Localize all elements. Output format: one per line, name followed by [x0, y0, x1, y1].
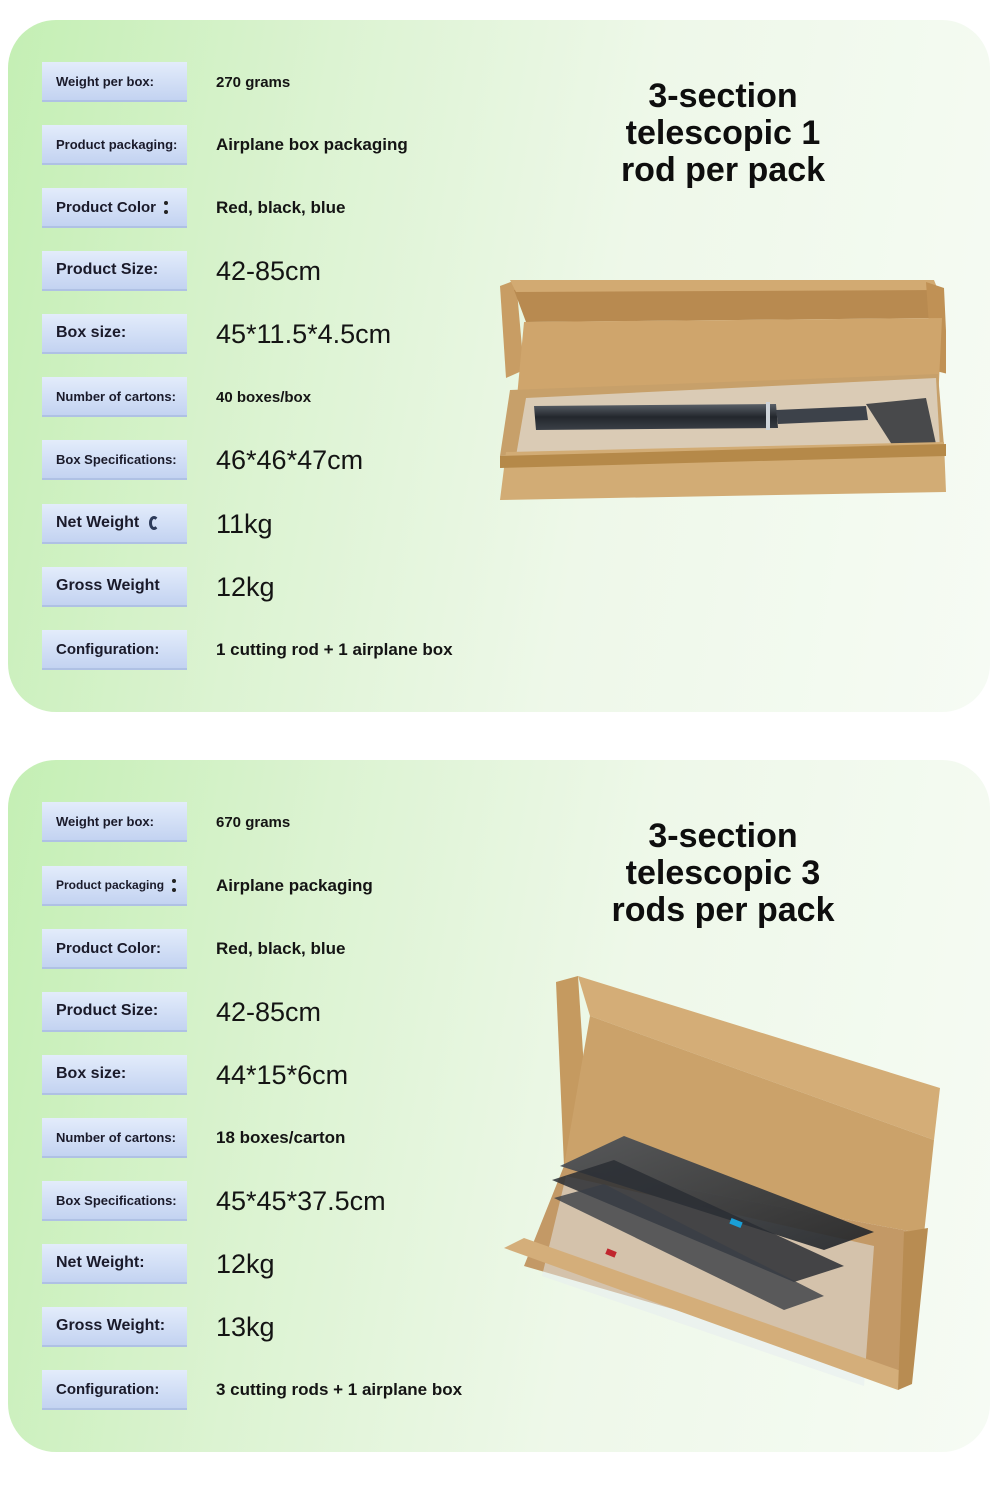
spec-value: 1 cutting rod + 1 airplane box	[216, 640, 453, 659]
spec-label: Product Size:	[42, 251, 187, 291]
spec-value: Red, black, blue	[216, 939, 346, 958]
spec-label: Box Specifications:	[42, 1181, 187, 1221]
spec-label: Box Specifications:	[42, 440, 187, 480]
spec-label: Box size:	[42, 1055, 187, 1095]
spec-value: 42-85cm	[216, 996, 322, 1027]
spec-label: Product Color:	[42, 929, 187, 969]
spec-value: 11kg	[216, 508, 273, 539]
spec-value: 670 grams	[216, 813, 291, 831]
title-line: rods per pack	[611, 891, 835, 929]
spec-label: Weight per box:	[42, 62, 187, 102]
spec-label: Box size:	[42, 314, 187, 354]
spec-label: Product Color	[42, 188, 187, 228]
spec-value: 12kg	[216, 571, 275, 602]
title-line: telescopic 1	[625, 114, 821, 152]
spec-label: Net Weight	[42, 504, 187, 544]
spec-value: 45*11.5*4.5cm	[216, 318, 392, 349]
pack-title	[568, 818, 878, 929]
title-line: 3-section	[648, 817, 798, 855]
product-box-photo	[494, 976, 944, 1390]
spec-value: 12kg	[216, 1248, 275, 1279]
spec-label: Gross Weight:	[42, 1307, 187, 1347]
spec-value: 270 grams	[216, 73, 291, 91]
spec-label: Net Weight:	[42, 1244, 187, 1284]
spec-label: Number of cartons:	[42, 1118, 187, 1158]
spec-value: 42-85cm	[216, 255, 322, 286]
spec-panel-1-rod	[8, 20, 990, 712]
spec-value: 46*46*47cm	[216, 444, 364, 475]
spec-label: Product packaging:	[42, 125, 187, 165]
spec-label: Configuration:	[42, 630, 187, 670]
spec-panel-3-rods	[8, 760, 990, 1452]
colon-dots-icon	[172, 878, 176, 892]
spec-value: 44*15*6cm	[216, 1059, 349, 1090]
spec-value: Red, black, blue	[216, 198, 346, 217]
spec-label: Gross Weight	[42, 567, 187, 607]
title-line: telescopic 3	[625, 854, 821, 892]
spec-value: 18 boxes/carton	[216, 1128, 346, 1147]
colon-dots-icon	[164, 200, 168, 214]
title-line: 3-section	[648, 77, 798, 115]
spec-value: 13kg	[216, 1311, 275, 1342]
spec-value: Airplane packaging	[216, 876, 373, 895]
arc-mark-icon	[149, 516, 159, 530]
spec-label: Number of cartons:	[42, 377, 187, 417]
spec-label: Product packaging	[42, 866, 187, 906]
product-box-photo	[486, 278, 946, 500]
spec-label: Product Size:	[42, 992, 187, 1032]
spec-value: 3 cutting rods + 1 airplane box	[216, 1380, 463, 1399]
spec-value: Airplane box packaging	[216, 135, 408, 154]
spec-value: 45*45*37.5cm	[216, 1185, 386, 1216]
spec-label: Configuration:	[42, 1370, 187, 1410]
pack-title	[568, 78, 878, 189]
title-line: rod per pack	[620, 151, 826, 189]
spec-label: Weight per box:	[42, 802, 187, 842]
spec-value: 40 boxes/box	[216, 388, 312, 406]
